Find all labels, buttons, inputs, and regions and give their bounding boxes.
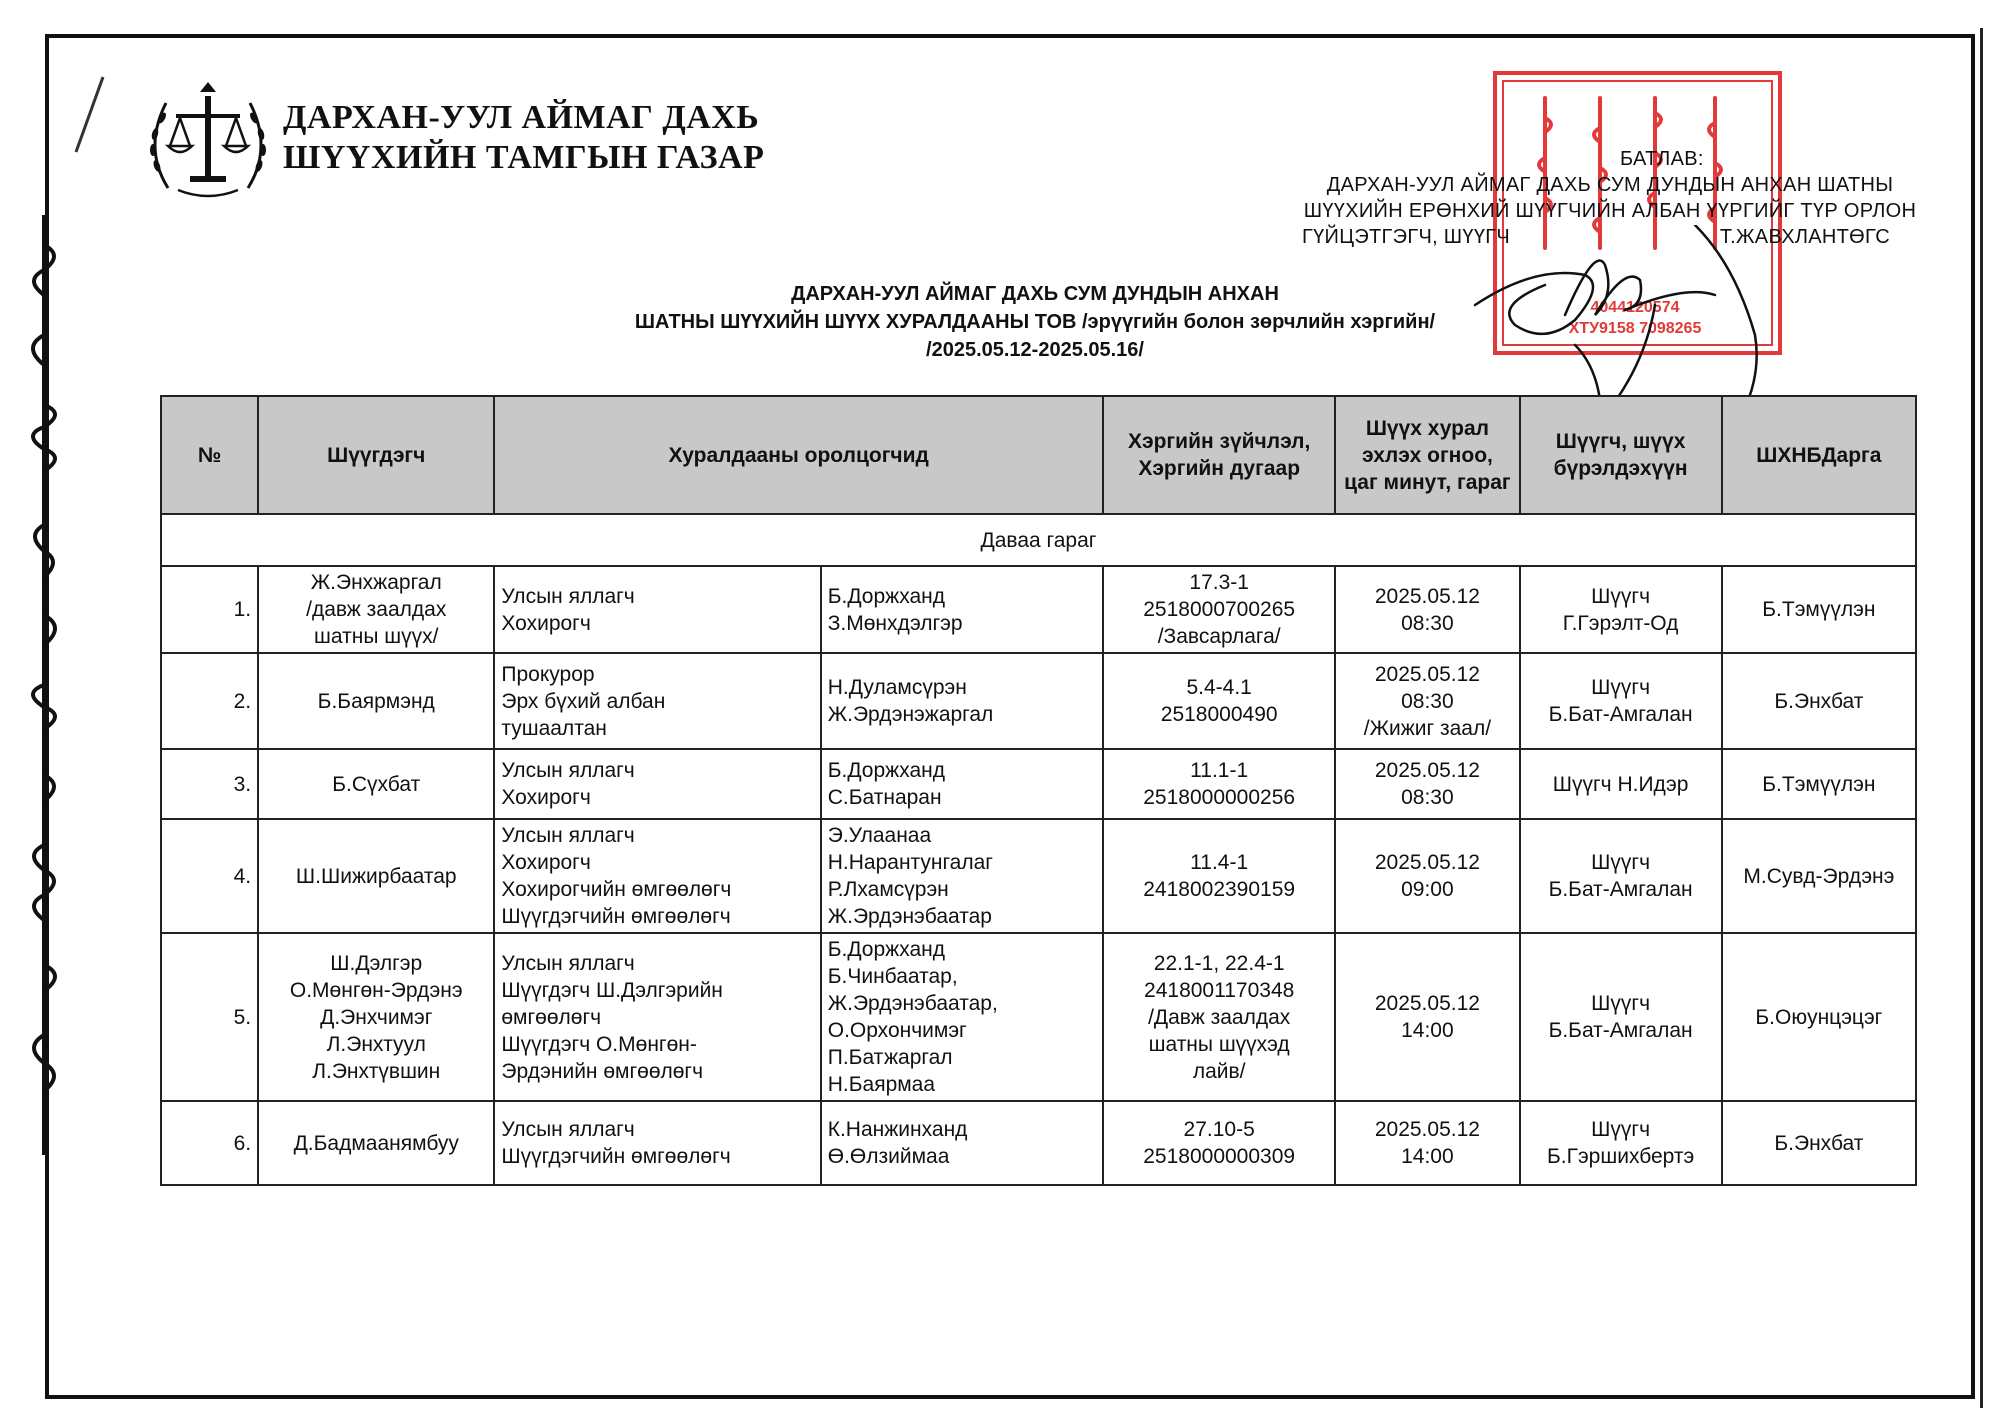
case-cell-line: 27.10-5 <box>1183 1118 1255 1141</box>
datetime-cell-line: 2025.05.12 <box>1374 1118 1480 1141</box>
defendant-cell-line: Б.Сүхбат <box>332 772 421 796</box>
participant-names-cell-line: Н.Нарантунгалаг <box>827 851 993 874</box>
header-secretary: ШХНБДарга <box>1722 396 1916 514</box>
court-emblem-logo <box>138 78 278 206</box>
defendant-cell-line: Ж.Энхжаргал <box>310 571 442 594</box>
table-row <box>161 1101 1916 1185</box>
datetime-cell-line: 2025.05.12 <box>1374 584 1480 608</box>
row-number: 3. <box>161 749 258 819</box>
document-title-line2: ШАТНЫ ШҮҮХИЙН ШҮҮХ ХУРАЛДААНЫ ТОВ /эрүүгийн болон зөрчлийн хэргийн/ <box>634 311 1436 333</box>
table-row <box>161 749 1916 819</box>
participant-names-cell <box>821 653 1103 749</box>
participant-roles-cell-line: Эрдэнийн өмгөөлөгч <box>501 1059 704 1083</box>
row-number: 5. <box>161 933 258 1101</box>
table-body <box>161 514 1916 1185</box>
table-row <box>161 653 1916 749</box>
datetime-cell-line: 08:30 <box>1401 611 1454 635</box>
datetime-cell-line: /Жижиг заал/ <box>1363 716 1492 740</box>
stamp-number-2: ХТУ9158 7098265 <box>1568 320 1702 337</box>
approval-signer-name: Т.ЖАВХЛАНТӨГС <box>1719 226 1890 248</box>
document-title-line3: /2025.05.12-2025.05.16/ <box>926 339 1144 361</box>
participant-names-cell-line: Р.Лхамсүрэн <box>827 878 949 901</box>
case-cell-line: /Давж заалдах <box>1148 1005 1291 1029</box>
participant-names-cell <box>821 819 1103 933</box>
secretary-cell: М.Сувд-Эрдэнэ <box>1722 819 1916 933</box>
datetime-cell <box>1335 1101 1519 1185</box>
datetime-cell-line: 08:30 <box>1401 786 1454 809</box>
case-cell-line: 17.3-1 <box>1189 571 1249 594</box>
participant-roles-cell-line: Шүүгдэгч Ш.Дэлгэрийн <box>501 978 723 1002</box>
participant-names-cell-line: Б.Чинбаатар, <box>827 965 958 988</box>
judge-cell <box>1520 749 1722 819</box>
participant-roles-cell-line: Хохирогч <box>501 786 591 809</box>
case-cell-line: 2418001170348 <box>1144 978 1295 1002</box>
defendant-cell-line: Л.Энхтүвшин <box>312 1059 441 1083</box>
datetime-cell-line: 2025.05.12 <box>1374 992 1480 1015</box>
pen-stroke-mark <box>68 72 108 162</box>
judge-cell <box>1520 933 1722 1101</box>
participant-roles-cell <box>494 566 820 653</box>
header-judge: Шүүгч, шүүх бүрэлдэхүүн <box>1520 396 1722 514</box>
participant-names-cell <box>821 933 1103 1101</box>
secretary-cell: Б.Энхбат <box>1722 1101 1916 1185</box>
defendant-cell <box>258 566 494 653</box>
datetime-cell-line: 09:00 <box>1401 878 1454 901</box>
participant-roles-cell-line: Шүүгдэгчийн өмгөөлөгч <box>501 1145 731 1168</box>
case-cell-line: шатны шүүхэд <box>1148 1032 1290 1056</box>
datetime-cell-line: 14:00 <box>1401 1019 1454 1042</box>
defendant-cell-line: /давж заалдах <box>306 598 447 621</box>
participant-roles-cell-line: тушаалтан <box>501 716 607 740</box>
stamp-number-1: 4044120574 <box>1590 299 1680 316</box>
case-cell-line: /Завсарлага/ <box>1157 625 1281 648</box>
participant-names-cell-line: Б.Доржханд <box>827 938 946 961</box>
case-cell-line: 11.1-1 <box>1190 759 1249 782</box>
approval-line1: ДАРХАН-УУЛ АЙМАГ ДАХЬ СУМ ДУНДЫН АНХАН ШАТНЫ <box>1326 174 1894 196</box>
datetime-cell <box>1335 566 1519 653</box>
header-defendant: Шүүгдэгч <box>258 396 494 514</box>
participant-names-cell-line: Б.Доржханд <box>827 584 946 608</box>
datetime-cell <box>1335 749 1519 819</box>
table-row <box>161 933 1916 1101</box>
datetime-cell <box>1335 653 1519 749</box>
case-cell-line: 11.4-1 <box>1190 851 1249 874</box>
participant-names-cell-line: Э.Улаанаа <box>827 824 932 847</box>
approval-position: ГҮЙЦЭТГЭГЧ, ШҮҮГЧ <box>1302 226 1511 248</box>
participant-names-cell-line: С.Батнаран <box>827 786 942 809</box>
participant-roles-cell-line: Улсын яллагч <box>501 824 635 847</box>
participant-roles-cell-line: Хохирогч <box>501 611 591 635</box>
defendant-cell-line: Ш.Шижирбаатар <box>295 864 457 888</box>
participant-names-cell-line: П.Батжаргал <box>827 1046 953 1069</box>
table-row <box>161 566 1916 653</box>
table-row <box>161 819 1916 933</box>
defendant-cell-line: Д.Энхчимэг <box>320 1005 433 1029</box>
participant-roles-cell-line: Хохирогчийн өмгөөлөгч <box>501 878 732 901</box>
defendant-cell-line: шатны шүүх/ <box>314 625 439 648</box>
datetime-cell-line: 14:00 <box>1401 1145 1454 1168</box>
secretary-cell: Б.Тэмүүлэн <box>1722 566 1916 653</box>
judge-cell-line: Шүүгч <box>1591 851 1651 874</box>
case-cell-line: 2518000000309 <box>1143 1145 1296 1168</box>
participant-roles-cell <box>494 933 820 1101</box>
participant-roles-cell-line: өмгөөлөгч <box>501 1005 602 1029</box>
header-datetime: Шүүх хурал эхлэх огноо, цаг минут, гараг <box>1335 396 1519 514</box>
judge-cell <box>1520 1101 1722 1185</box>
datetime-cell <box>1335 933 1519 1101</box>
judge-cell <box>1520 566 1722 653</box>
org-title <box>283 98 764 178</box>
participant-names-cell-line: Б.Доржханд <box>827 759 946 782</box>
case-cell <box>1103 819 1335 933</box>
defendant-cell-line: Б.Баярмэнд <box>317 689 435 713</box>
judge-cell-line: Б.Бат-Амгалан <box>1548 1019 1693 1042</box>
case-cell <box>1103 933 1335 1101</box>
participant-names-cell-line: Ж.Эрдэнэжаргал <box>827 703 994 726</box>
approval-line2: ШҮҮХИЙН ЕРӨНХИЙ ШҮҮГЧИЙН АЛБАН ҮҮРГИЙГ ТҮР ОРЛОН <box>1303 200 1917 222</box>
case-cell <box>1103 566 1335 653</box>
participant-names-cell-line: З.Мөнхдэлгэр <box>827 611 963 635</box>
judge-cell-line: Шүүгч <box>1591 992 1651 1015</box>
document-title <box>600 280 1470 364</box>
case-cell-line: лайв/ <box>1192 1059 1246 1083</box>
secretary-cell: Б.Энхбат <box>1722 653 1916 749</box>
judge-cell <box>1520 819 1722 933</box>
judge-cell-line: Г.Гэрэлт-Од <box>1562 611 1679 635</box>
participant-names-cell-line: О.Орхончимэг <box>827 1019 967 1042</box>
datetime-cell-line: 2025.05.12 <box>1374 662 1480 686</box>
row-number: 4. <box>161 819 258 933</box>
row-number: 1. <box>161 566 258 653</box>
participant-names-cell-line: Ж.Эрдэнэбаатар, <box>827 992 998 1015</box>
datetime-cell-line: 08:30 <box>1401 689 1454 713</box>
row-number: 6. <box>161 1101 258 1185</box>
org-title-line2: ШҮҮХИЙН ТАМГЫН ГАЗАР <box>283 139 765 176</box>
case-cell <box>1103 653 1335 749</box>
header-num: № <box>161 396 258 514</box>
participant-names-cell-line: К.Нанжинханд <box>827 1118 968 1141</box>
approval-title: БАТЛАВ: <box>1620 148 1704 170</box>
header-case: Хэргийн зүйчлэл, Хэргийн дугаар <box>1103 396 1335 514</box>
participant-roles-cell <box>494 819 820 933</box>
datetime-cell <box>1335 819 1519 933</box>
participant-roles-cell-line: Улсын яллагч <box>501 759 635 782</box>
row-number: 2. <box>161 653 258 749</box>
table-header-row <box>161 396 1916 514</box>
case-cell-line: 5.4-4.1 <box>1186 676 1252 699</box>
secretary-cell: Б.Тэмүүлэн <box>1722 749 1916 819</box>
secretary-cell: Б.Оюунцэцэг <box>1722 933 1916 1101</box>
org-title-line1: ДАРХАН-УУЛ АЙМАГ ДАХЬ <box>283 99 760 136</box>
day-label: Даваа гараг <box>161 514 1916 566</box>
participant-roles-cell-line: Хохирогч <box>501 851 591 874</box>
datetime-cell-line: 2025.05.12 <box>1374 851 1480 874</box>
judge-cell-line: Б.Бат-Амгалан <box>1548 703 1693 726</box>
case-cell-line: 2518000490 <box>1160 703 1278 726</box>
header-participants: Хуралдааны оролцогчид <box>494 396 1103 514</box>
case-cell <box>1103 749 1335 819</box>
participant-names-cell-line: Ж.Эрдэнэбаатар <box>827 905 992 928</box>
frame-right-edge <box>1980 28 1983 1408</box>
participant-names-cell <box>821 1101 1103 1185</box>
participant-roles-cell <box>494 749 820 819</box>
participant-roles-cell-line: Эрх бүхий албан <box>501 689 666 713</box>
judge-cell-line: Шүүгч Н.Идэр <box>1552 772 1689 796</box>
case-cell-line: 22.1-1, 22.4-1 <box>1153 951 1285 975</box>
judge-cell-line: Б.Гэршихбертэ <box>1546 1145 1695 1168</box>
judge-cell-line: Шүүгч <box>1591 676 1651 699</box>
participant-roles-cell-line: Улсын яллагч <box>501 584 635 608</box>
case-cell-line: 2418002390159 <box>1143 878 1296 901</box>
defendant-cell-line: Л.Энхтуул <box>326 1032 426 1056</box>
hearing-schedule-table <box>160 395 1917 1186</box>
defendant-cell <box>258 653 494 749</box>
participant-names-cell <box>821 566 1103 653</box>
judge-cell <box>1520 653 1722 749</box>
datetime-cell-line: 2025.05.12 <box>1374 759 1480 782</box>
participant-names-cell-line: Н.Дуламсүрэн <box>827 676 967 699</box>
defendant-cell <box>258 749 494 819</box>
defendant-cell-line: Д.Бадмаанямбуу <box>293 1131 459 1155</box>
participant-roles-cell <box>494 653 820 749</box>
judge-cell-line: Шүүгч <box>1591 584 1651 608</box>
defendant-cell <box>258 933 494 1101</box>
participant-names-cell <box>821 749 1103 819</box>
case-cell <box>1103 1101 1335 1185</box>
participant-roles-cell-line: Прокурор <box>501 662 595 686</box>
defendant-cell <box>258 1101 494 1185</box>
day-row <box>161 514 1916 566</box>
participant-roles-cell <box>494 1101 820 1185</box>
mongolian-script-column <box>14 205 74 1165</box>
defendant-cell-line: О.Мөнгөн-Эрдэнэ <box>289 978 463 1002</box>
case-cell-line: 2518000000256 <box>1143 786 1296 809</box>
participant-roles-cell-line: Улсын яллагч <box>501 1118 635 1141</box>
case-cell-line: 2518000700265 <box>1143 598 1296 621</box>
participant-roles-cell-line: Улсын яллагч <box>501 951 635 975</box>
defendant-cell-line: Ш.Дэлгэр <box>330 951 423 975</box>
participant-names-cell-line: Н.Баярмаа <box>827 1073 936 1096</box>
judge-cell-line: Б.Бат-Амгалан <box>1548 878 1693 901</box>
participant-names-cell-line: Ө.Өлзиймаа <box>827 1145 950 1168</box>
participant-roles-cell-line: Шүүгдэгчийн өмгөөлөгч <box>501 905 731 928</box>
participant-roles-cell-line: Шүүгдэгч О.Мөнгөн- <box>501 1032 697 1056</box>
defendant-cell <box>258 819 494 933</box>
judge-cell-line: Шүүгч <box>1591 1118 1651 1141</box>
document-title-line1: ДАРХАН-УУЛ АЙМАГ ДАХЬ СУМ ДУНДЫН АНХАН <box>791 283 1279 305</box>
